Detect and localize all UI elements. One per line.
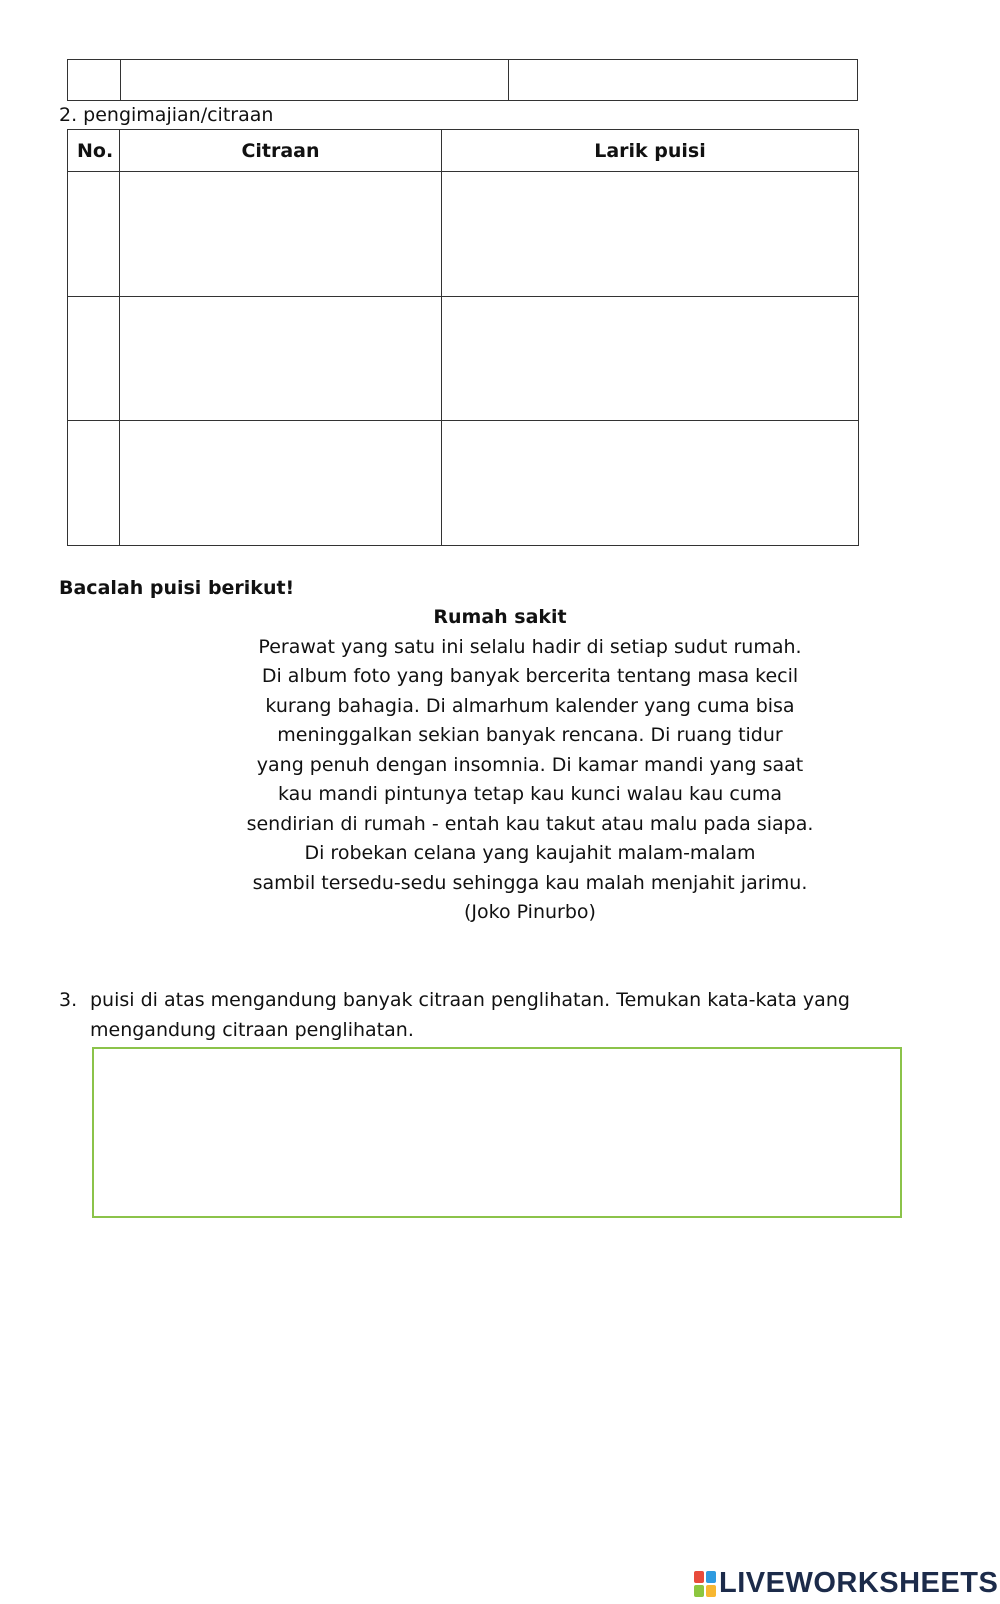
header-larik-puisi: Larik puisi [442,130,859,172]
question-3 [59,985,939,1045]
cell-no[interactable] [68,296,120,421]
poem-author: (Joko Pinurbo) [464,901,596,923]
table-row [68,421,859,546]
question-text: puisi di atas mengandung banyak citraan penglihatan. Temukan kata-kata yang mengandung citraan penglihatan. [90,989,850,1041]
poem-line: kau mandi pintunya tetap kau kunci walau kau cuma [277,783,783,805]
poem-line: Di album foto yang banyak bercerita tentang masa kecil [261,665,799,687]
header-no: No. [68,130,120,172]
poem-line: yang penuh dengan insomnia. Di kamar mandi yang saat [256,753,804,776]
table-divider [120,60,121,100]
cell-citraan[interactable] [120,172,442,297]
poem-title: Rumah sakit [433,606,567,628]
cell-citraan[interactable] [120,296,442,421]
poem-line: Di robekan celana yang kaujahit malam-malam [304,842,756,864]
cell-larik-puisi[interactable] [442,296,859,421]
poem-line: kurang bahagia. Di almarhum kalender yang cuma bisa [265,694,795,717]
citraan-table [67,129,859,546]
poem-line: sendirian di rumah - entah kau takut atau malu pada siapa. [246,812,814,835]
cell-no[interactable] [68,421,120,546]
table-header-row [68,130,859,172]
section-title: 2. pengimajian/citraan [59,104,274,126]
table-row [68,172,859,297]
instruction: Bacalah puisi berikut! [59,577,295,599]
poem-line: Perawat yang satu ini selalu hadir di setiap sudut rumah. [258,635,802,658]
answer-box[interactable] [92,1047,902,1218]
poem [230,603,830,928]
table-row [68,296,859,421]
header-citraan: Citraan [120,130,442,172]
poem-line: sambil tersedu-sedu sehingga kau malah menjahit jarimu. [252,871,808,894]
logo-text: LIVEWORKSHEETS [719,1567,999,1599]
cell-citraan[interactable] [120,421,442,546]
liveworksheets-logo [694,1567,998,1600]
table-divider [508,60,509,100]
cell-no[interactable] [68,172,120,297]
cell-larik-puisi[interactable] [442,421,859,546]
cell-larik-puisi[interactable] [442,172,859,297]
previous-table-fragment [67,59,858,101]
question-number: 3. [59,989,78,1011]
poem-line: meninggalkan sekian banyak rencana. Di ruang tidur [277,724,783,746]
logo-icon [694,1571,716,1597]
